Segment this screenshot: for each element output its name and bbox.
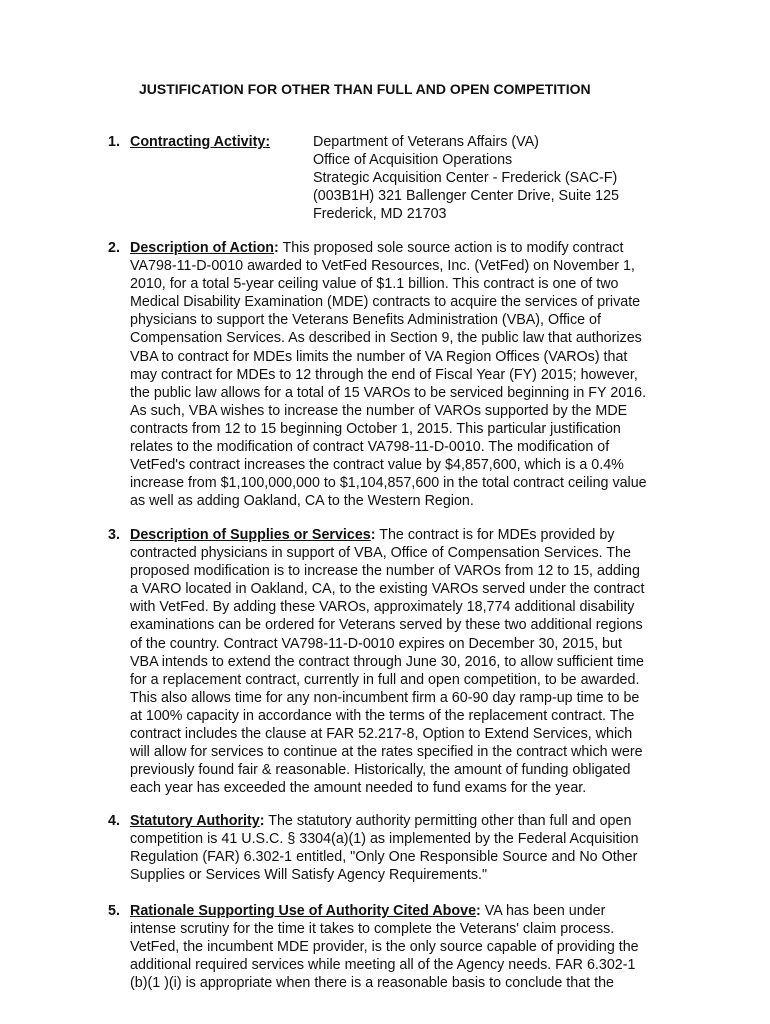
body-line: VetFed's contract increases the contract value by $4,857,600, which is a 0.4% [130,457,624,474]
section-description-of-supplies [108,526,656,797]
address-line: Strategic Acquisition Center - Frederick (SAC-F) [313,170,618,187]
section-number: 3. [108,527,120,543]
address-line: (003B1H) 321 Ballenger Center Drive, Suite 125 [313,188,619,205]
body-line: contract includes the clause at FAR 52.217-8, Option to Extend Services, which [130,726,633,743]
section-heading: Description of Action [130,240,275,256]
section-body [130,526,656,797]
body-line: Description of Action: This proposed sole source action is to modify contract [130,240,624,256]
body-line: Rationale Supporting Use of Authority Cited Above: VA has been under [130,903,606,919]
address-line: Office of Acquisition Operations [313,152,513,169]
section-number: 1. [108,134,120,150]
body-text: The statutory authority permitting other than full and open [264,813,632,829]
body-line: proposed modification is to increase the number of VAROs from 12 to 15, adding [130,563,640,580]
body-line: relates to the modification of contract VA798-11-D-0010. The modification of [130,439,610,456]
body-line: intense scrutiny for the time it takes to complete the Veterans' claim process. [130,921,615,938]
section-number: 2. [108,240,120,256]
body-line: previously found fair & reasonable. Historically, the amount of funding obligated [130,762,631,779]
body-line: Regulation (FAR) 6.302-1 entitled, "Only One Responsible Source and No Other [130,849,638,866]
body-line: competition is 41 U.S.C. § 3304(a)(1) as implemented by the Federal Acquisition [130,831,639,848]
section-heading: Rationale Supporting Use of Authority Cited Above [130,903,477,919]
body-line: of the country. Contract VA798-11-D-0010 expires on December 30, 2015, but [130,635,622,652]
body-line: As such, VBA wishes to increase the number of VAROs supported by the MDE [130,402,628,419]
section-body [130,812,656,884]
body-line: Statutory Authority: The statutory authority permitting other than full and open [130,813,632,829]
body-line: may contract for MDEs to 12 through the end of Fiscal Year (FY) 2015; however, [130,366,638,383]
body-line: each year has exceeded the amount needed to fund exams for the year. [130,780,587,797]
section-body [130,239,656,510]
section-contracting-activity [108,133,656,228]
section-description-of-action [108,239,656,510]
body-text: This proposed sole source action is to modify contract [278,240,624,256]
body-line: VBA to contract for MDEs limits the number of VA Region Offices (VAROs) that [130,348,628,365]
body-line: examinations can be ordered for Veterans served by these two additional regions [130,617,643,634]
body-line: will allow for services to continue at the rates specified in the contract which were [130,744,643,761]
body-line: at 100% capacity in accordance with the terms of the replacement contract. The [130,707,635,724]
body-line: additional required services while meeting all of the Agency needs. FAR 6.302-1 [130,957,636,974]
body-line: the public law allows for a total of 15 VAROs to be serviced beginning in FY 2016. [130,384,647,401]
document-title: JUSTIFICATION FOR OTHER THAN FULL AND OPEN COMPETITION [139,81,591,97]
body-line: as well as adding Oakland, CA to the Western Region. [130,493,474,510]
body-text: The contract is for MDEs provided by [375,527,615,543]
section-heading-text: Contracting Activity [130,134,266,150]
body-line: contracts from 12 to 15 beginning October 1, 2015. This particular justification [130,420,621,437]
section-heading: Statutory Authority [130,813,260,829]
body-line: VetFed, the incumbent MDE provider, is the only source capable of providing the [130,939,639,956]
body-line: VA798-11-D-0010 awarded to VetFed Resources, Inc. (VetFed) on November 1, [130,258,635,275]
body-line: Supplies or Services Will Satisfy Agency Requirements." [130,867,488,884]
body-line: This also allows time for any non-incumbent firm a 60-90 day ramp-up time to be [130,689,640,706]
address-block [313,133,619,223]
section-heading: Description of Supplies or Services [130,527,371,543]
section-number: 5. [108,903,120,919]
body-line: (b)(1 )(i) is appropriate when there is a reasonable basis to conclude that the [130,975,614,992]
body-line: 2010, for a total 5-year ceiling value of $1.1 billion. This contract is one of two [130,276,619,293]
section-rationale [108,902,656,992]
heading-colon: : [265,134,271,150]
address-line: Frederick, MD 21703 [313,206,447,223]
body-text: VA has been under [480,903,606,919]
body-line: Description of Supplies or Services: The contract is for MDEs provided by [130,527,615,543]
body-line: VBA intends to extend the contract through June 30, 2016, to allow sufficient time [130,653,644,670]
body-line: Compensation Services. As described in Section 9, the public law that authorizes [130,330,642,347]
body-line: with VetFed. By adding these VAROs, approximately 18,774 additional disability [130,599,635,616]
address-line: Department of Veterans Affairs (VA) [313,134,539,150]
body-line: a VARO located in Oakland, CA, to the existing VAROs served under the contract [130,581,645,598]
body-line: increase from $1,100,000,000 to $1,104,857,600 in the total contract ceiling value [130,475,647,492]
body-line: for a replacement contract, currently in full and open competition, to be awarded. [130,671,640,688]
body-line: physicians to support the Veterans Benefits Administration (VBA), Office of [130,312,601,329]
section-number: 4. [108,813,120,829]
section-heading [130,133,270,151]
section-body [130,902,656,992]
body-line: Medical Disability Examination (MDE) contracts to acquire the services of private [130,294,641,311]
body-line: contracted physicians in support of VBA, Office of Compensation Services. The [130,545,631,562]
section-statutory-authority [108,812,656,884]
